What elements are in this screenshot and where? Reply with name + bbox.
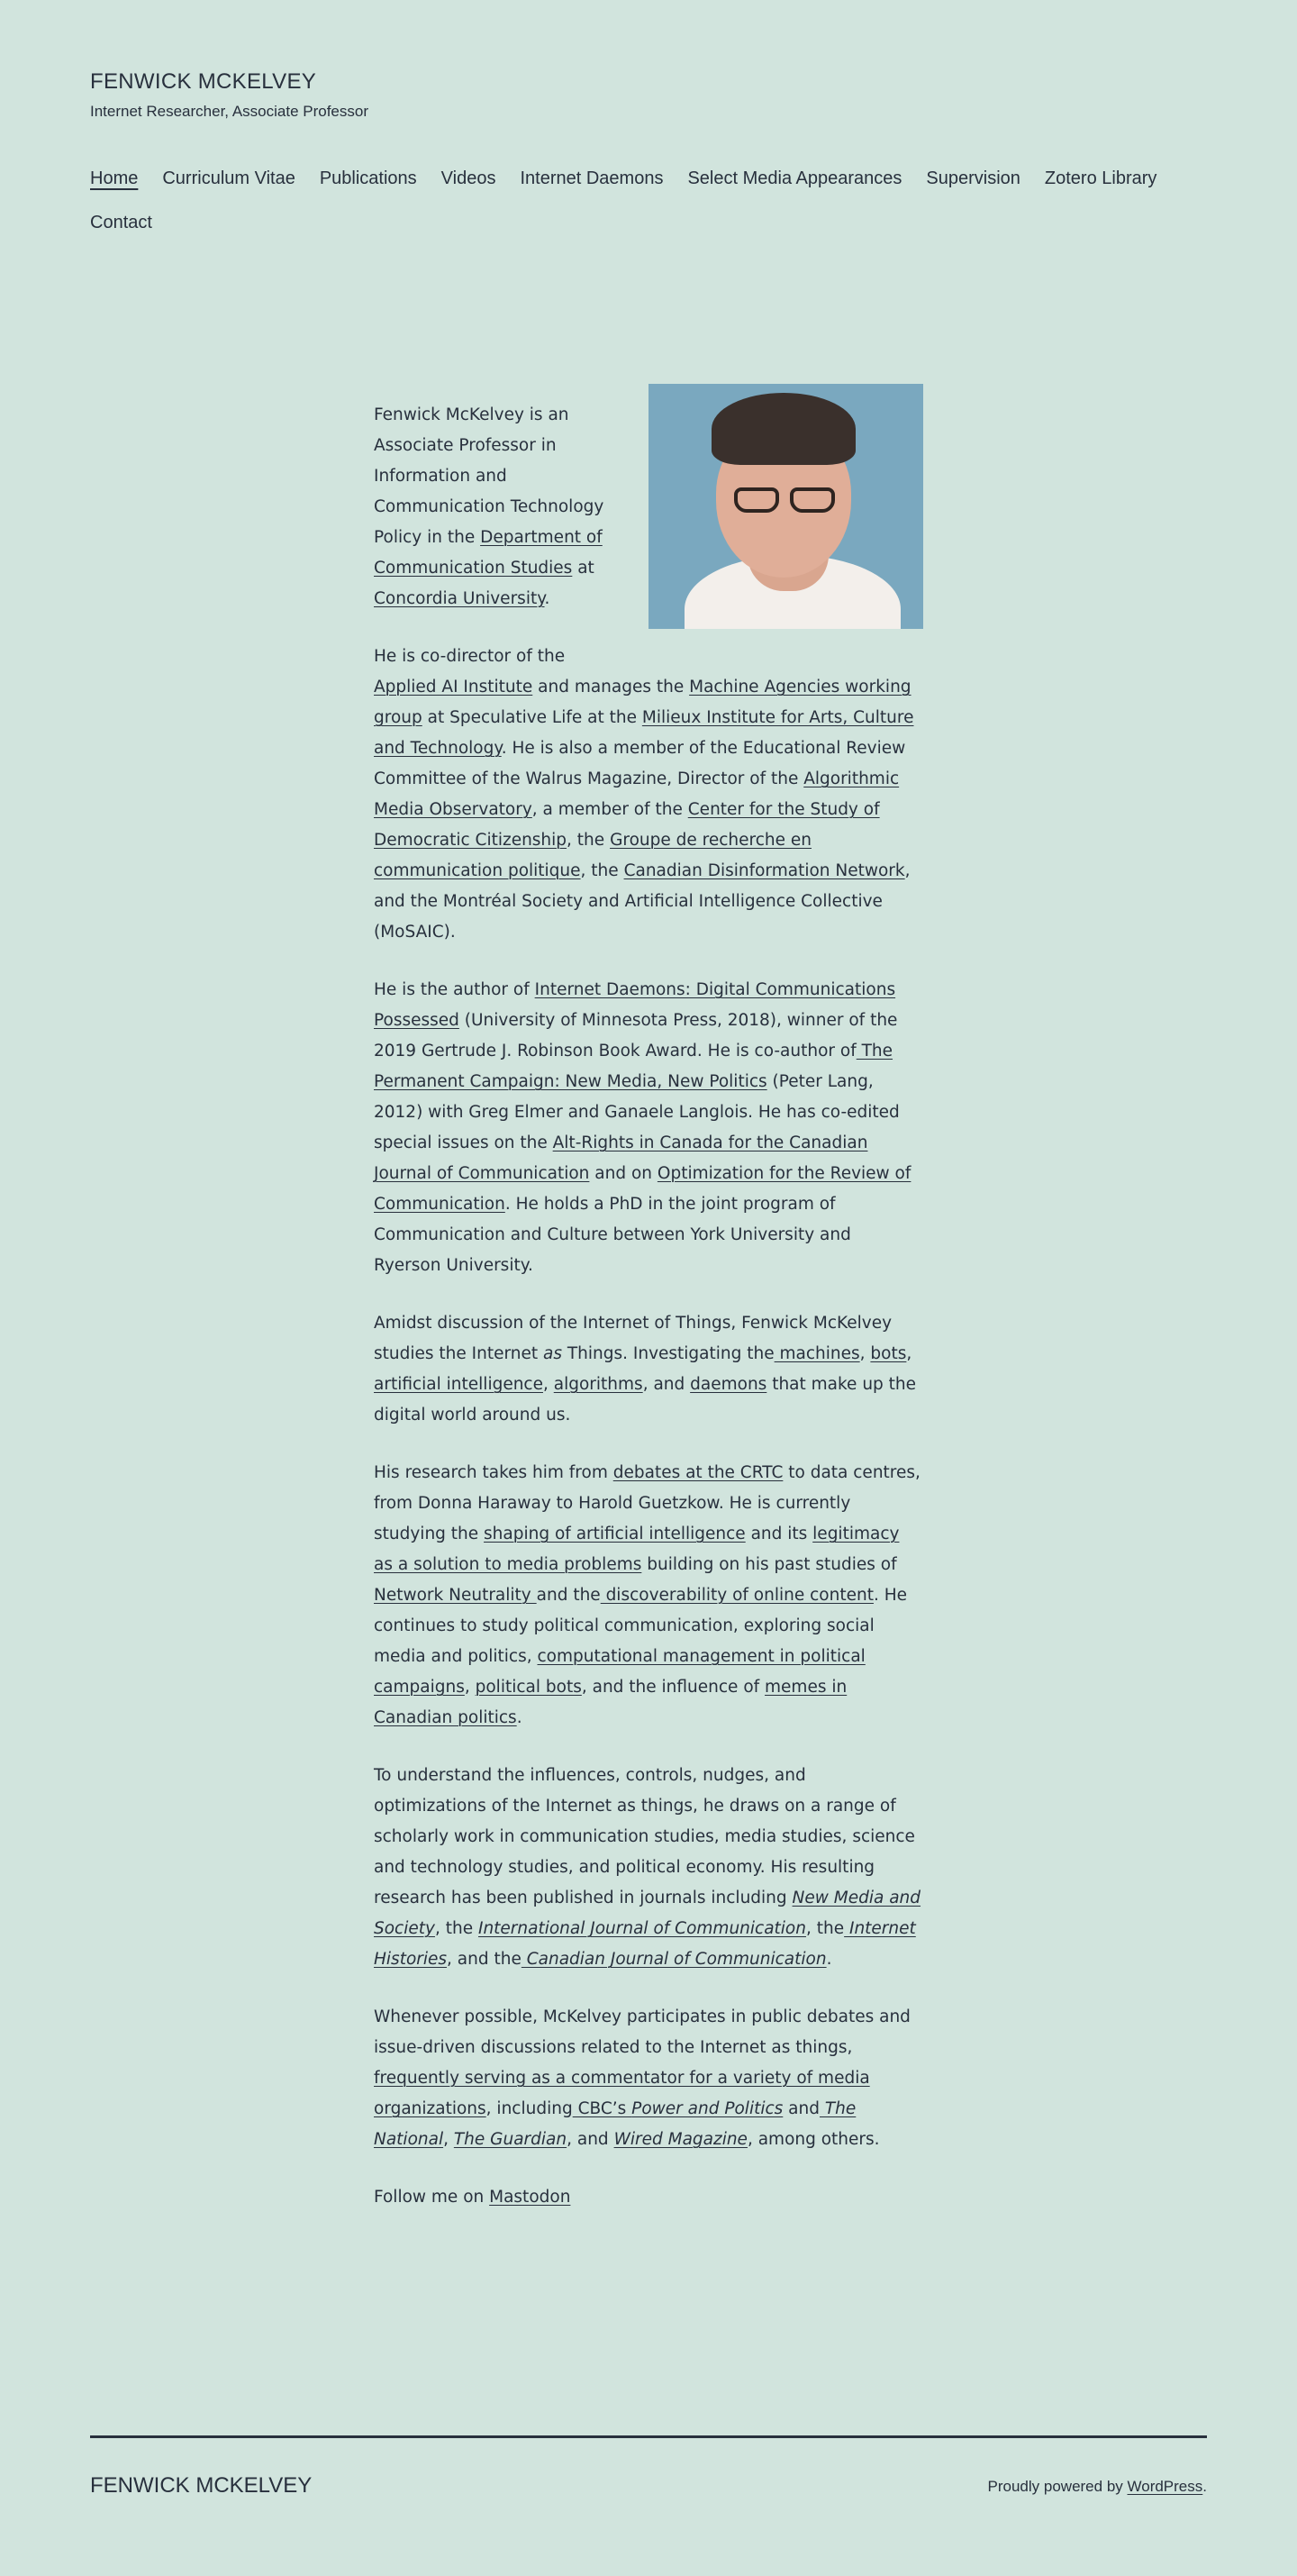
inline-link[interactable]: Canadian Disinformation Network — [623, 861, 905, 880]
text-segment: , a member of the — [531, 800, 688, 819]
text-segment: . He holds a PhD in the joint program of Communication and Culture between York University and Ryerson University. — [374, 1195, 851, 1275]
text-segment: Whenever possible, McKelvey participates in public debates and issue-driven discussions related to the Internet as things, — [374, 2007, 911, 2057]
main-content — [374, 384, 923, 2240]
text-segment: building on his past studies of — [641, 1555, 897, 1574]
inline-link[interactable]: daemons — [690, 1375, 767, 1394]
inline-link[interactable]: The National — [374, 2099, 857, 2149]
nav-item-home[interactable]: Home — [90, 168, 139, 188]
text-segment: , including — [485, 2099, 573, 2118]
inline-link[interactable]: artificial intelligence — [374, 1375, 543, 1394]
text-segment: Things. Investigating the — [561, 1344, 775, 1363]
text-segment: . — [544, 589, 550, 608]
inline-link[interactable]: Network Neutrality — [374, 1586, 537, 1605]
bio-paragraph — [374, 1458, 923, 1734]
glasses-icon — [734, 487, 842, 514]
inline-link[interactable]: Power and Politics — [631, 2099, 784, 2118]
text-segment: , — [859, 1344, 871, 1363]
text-segment: , the — [567, 831, 611, 850]
inline-link[interactable]: New Media and Society — [374, 1889, 921, 1938]
text-segment: Amidst discussion of the Internet of Things, Fenwick McKelvey studies the Internet — [374, 1314, 893, 1363]
text-segment: . — [516, 1708, 522, 1727]
inline-link[interactable]: discoverability of online content — [600, 1586, 874, 1605]
inline-link[interactable]: political bots — [475, 1678, 582, 1697]
inline-link[interactable]: shaping of artificial intelligence — [484, 1525, 746, 1543]
nav-item-curriculum-vitae[interactable]: Curriculum Vitae — [162, 168, 295, 188]
inline-link[interactable]: Internet Histories — [374, 1919, 916, 1969]
profile-photo — [648, 384, 923, 629]
text-segment: , — [464, 1678, 476, 1697]
text-segment: , and the influence of — [581, 1678, 766, 1697]
text-segment: that make up the digital world around us. — [374, 1375, 917, 1425]
text-segment: . He continues to study political communication, exploring social media and politics, — [374, 1586, 908, 1666]
inline-link[interactable]: Wired Magazine — [613, 2130, 748, 2149]
text-segment: and on — [589, 1164, 658, 1183]
inline-link[interactable]: Alt-Rights in Canada for the Canadian Journal of Communication — [374, 1133, 868, 1183]
wordpress-link[interactable]: WordPress — [1127, 2478, 1203, 2495]
inline-link[interactable]: International Journal of Communication — [477, 1919, 806, 1938]
inline-link[interactable]: Concordia University — [374, 589, 545, 608]
text-segment: , — [443, 2130, 454, 2149]
text-segment: , the — [434, 1919, 478, 1938]
text-segment: and manages the — [532, 678, 690, 696]
inline-link[interactable]: Department of Communication Studies — [374, 528, 603, 578]
site-header — [90, 67, 368, 123]
bio-paragraph — [374, 642, 923, 948]
inline-link[interactable]: Machine Agencies working group — [374, 678, 912, 727]
site-description: Internet Researcher, Associate Professor — [90, 103, 368, 120]
text-segment: at — [572, 559, 594, 578]
nav-item-zotero-library[interactable]: Zotero Library — [1044, 168, 1157, 188]
text-segment: and its — [745, 1525, 813, 1543]
inline-link[interactable]: legitimacy as a solution to media problems — [374, 1525, 900, 1574]
bio-paragraph — [374, 1308, 923, 1431]
nav-item-publications[interactable]: Publications — [319, 168, 417, 188]
text-segment: , the — [580, 861, 624, 880]
text-segment: , — [906, 1344, 912, 1363]
nav-item-internet-daemons[interactable]: Internet Daemons — [520, 168, 664, 188]
powered-by — [988, 2474, 1207, 2499]
bio-paragraph — [374, 975, 923, 1281]
text-segment: , — [542, 1375, 554, 1394]
text-segment: to data centres, from Donna Haraway to Harold Guetzkow. He is currently studying the — [374, 1463, 921, 1543]
text-segment: To understand the influences, controls, nudges, and optimizations of the Internet as things, he draws on a range of scholarly work in communication studies, media studies, science and technology studies, and political economy. His resulting research has been published in journals including — [374, 1766, 915, 1907]
bio-paragraph — [374, 1761, 923, 1975]
photo-hair — [712, 393, 856, 465]
inline-link[interactable]: Mastodon — [489, 2188, 571, 2207]
footer-site-title[interactable]: FENWICK MCKELVEY — [90, 2473, 313, 2498]
inline-link[interactable]: Milieux Institute for Arts, Culture and Technology — [374, 708, 914, 758]
site-footer — [90, 2435, 1207, 2498]
inline-link[interactable]: Optimization for the Review of Communication — [374, 1164, 912, 1214]
text-segment: Follow me on — [374, 2188, 490, 2207]
inline-link[interactable]: Internet Daemons: Digital Communications Possessed — [374, 980, 896, 1030]
inline-link[interactable]: The Guardian — [453, 2130, 567, 2149]
inline-link[interactable]: Canadian Journal of Communication — [521, 1950, 827, 1969]
text-segment: at Speculative Life at the — [422, 708, 642, 727]
text-segment: . — [826, 1950, 832, 1969]
inline-link[interactable]: CBC’s — [572, 2099, 632, 2118]
inline-link[interactable]: Algorithmic Media Observatory — [374, 769, 900, 819]
site-title[interactable]: FENWICK MCKELVEY — [90, 69, 317, 94]
powered-suffix: . — [1202, 2478, 1207, 2495]
bio-paragraph — [374, 2182, 923, 2213]
nav-item-supervision[interactable]: Supervision — [926, 168, 1020, 188]
nav-item-select-media-appearances[interactable]: Select Media Appearances — [687, 168, 902, 188]
powered-prefix: Proudly powered by — [987, 2478, 1128, 2495]
text-segment: , and — [567, 2130, 614, 2149]
text-segment: Fenwick McKelvey is an Associate Professor in Information and Communication Technology Policy in the — [374, 405, 604, 547]
inline-link[interactable]: memes in Canadian politics — [374, 1678, 848, 1727]
nav-item-videos[interactable]: Videos — [440, 168, 496, 188]
inline-link[interactable]: debates at the CRTC — [612, 1463, 784, 1482]
inline-link[interactable]: Center for the Study of Democratic Citizenship — [374, 800, 880, 850]
text-segment: , and — [642, 1375, 691, 1394]
inline-link[interactable]: bots — [870, 1344, 907, 1363]
text-segment: He is co-director of the — [374, 647, 566, 666]
text-segment: and the — [536, 1586, 601, 1605]
text-segment: and — [783, 2099, 820, 2118]
inline-link[interactable]: The Permanent Campaign: New Media, New Politics — [374, 1042, 893, 1091]
primary-navigation — [90, 157, 1207, 245]
text-segment: as — [542, 1344, 562, 1363]
nav-item-contact[interactable]: Contact — [90, 213, 152, 232]
inline-link[interactable]: frequently serving as a commentator for a variety of media organizations — [374, 2069, 870, 2118]
inline-link[interactable]: machines — [774, 1344, 860, 1363]
text-segment: He is the author of — [374, 980, 535, 999]
inline-link[interactable]: Groupe de recherche en communication politique — [374, 831, 812, 880]
text-segment: , and the — [447, 1950, 522, 1969]
inline-link[interactable]: algorithms — [553, 1375, 643, 1394]
text-segment: . He is also a member of the Educational Review Committee of the Walrus Magazine, Director of the — [374, 739, 906, 788]
inline-link[interactable]: computational management in political campaigns — [374, 1647, 866, 1697]
text-segment: (Peter Lang, 2012) with Greg Elmer and Ganaele Langlois. He has co-edited special issues on the — [374, 1072, 900, 1152]
text-segment: His research takes him from — [374, 1463, 613, 1482]
text-segment: , and the Montréal Society and Artificial Intelligence Collective (MoSAIC). — [374, 861, 911, 942]
bio-paragraph — [374, 2002, 923, 2155]
text-segment: (University of Minnesota Press, 2018), winner of the 2019 Gertrude J. Robinson Book Award. He is co-author of — [374, 1011, 898, 1060]
text-segment: , among others. — [747, 2130, 880, 2149]
text-segment: , the — [805, 1919, 845, 1938]
inline-link[interactable]: Applied AI Institute — [374, 678, 533, 696]
